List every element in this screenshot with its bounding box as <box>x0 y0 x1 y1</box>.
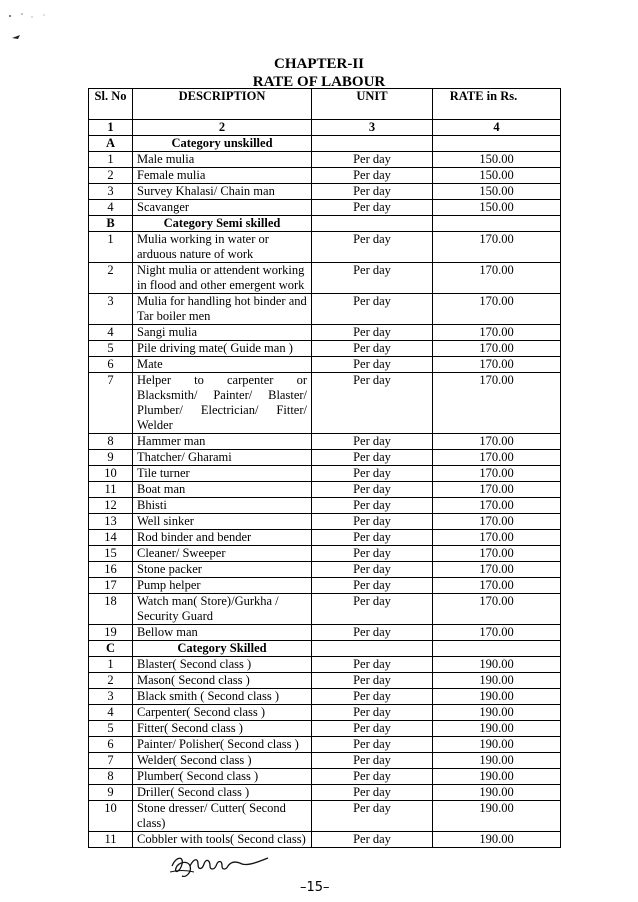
row-rate: 190.00 <box>433 801 561 832</box>
row-description: Welder( Second class ) <box>133 753 312 769</box>
table-row <box>89 294 561 325</box>
row-unit: Per day <box>312 769 433 785</box>
row-unit: Per day <box>312 546 433 562</box>
row-rate: 170.00 <box>433 450 561 466</box>
section-row <box>89 136 561 152</box>
row-description: Bhisti <box>133 498 312 514</box>
table-row <box>89 498 561 514</box>
row-sl-number: 4 <box>89 325 133 341</box>
chapter-title: CHAPTER-II <box>273 56 364 72</box>
row-rate: 170.00 <box>433 341 561 357</box>
row-rate: 170.00 <box>433 466 561 482</box>
table-row <box>89 673 561 689</box>
table-row <box>89 769 561 785</box>
row-unit: Per day <box>312 294 433 325</box>
row-description: Helper to carpenter or Blacksmith/ Painter/ Blaster/ Plumber/ Electrician/ Fitter/ Welder <box>133 373 312 434</box>
row-description: Plumber( Second class ) <box>133 769 312 785</box>
header-description: DESCRIPTION <box>133 89 312 120</box>
row-sl-number: 7 <box>89 753 133 769</box>
row-unit: Per day <box>312 434 433 450</box>
row-sl-number: 7 <box>89 373 133 434</box>
table-row <box>89 689 561 705</box>
section-row <box>89 641 561 657</box>
row-unit: Per day <box>312 562 433 578</box>
header-unit: UNIT <box>312 89 433 120</box>
row-sl-number: 15 <box>89 546 133 562</box>
row-description: Bellow man <box>133 625 312 641</box>
row-sl-number: 18 <box>89 594 133 625</box>
row-unit: Per day <box>312 152 433 168</box>
row-description: Black smith ( Second class ) <box>133 689 312 705</box>
row-description: Hammer man <box>133 434 312 450</box>
section-code: B <box>89 216 133 232</box>
row-rate: 170.00 <box>433 514 561 530</box>
row-rate: 150.00 <box>433 168 561 184</box>
scan-specks <box>0 0 80 50</box>
row-description: Fitter( Second class ) <box>133 721 312 737</box>
row-unit: Per day <box>312 232 433 263</box>
row-unit: Per day <box>312 753 433 769</box>
row-rate: 190.00 <box>433 673 561 689</box>
empty-cell <box>433 136 561 152</box>
row-unit: Per day <box>312 498 433 514</box>
row-description: Sangi mulia <box>133 325 312 341</box>
row-unit: Per day <box>312 200 433 216</box>
row-rate: 190.00 <box>433 737 561 753</box>
table-row <box>89 546 561 562</box>
row-description: Painter/ Polisher( Second class ) <box>133 737 312 753</box>
row-rate: 190.00 <box>433 689 561 705</box>
row-description: Mulia for handling hot binder and Tar boiler men <box>133 294 312 325</box>
column-number: 3 <box>312 120 433 136</box>
row-sl-number: 4 <box>89 705 133 721</box>
row-sl-number: 6 <box>89 737 133 753</box>
table-row <box>89 562 561 578</box>
table-row <box>89 466 561 482</box>
row-rate: 170.00 <box>433 625 561 641</box>
row-rate: 150.00 <box>433 184 561 200</box>
row-unit: Per day <box>312 673 433 689</box>
table-header-row <box>89 89 561 120</box>
section-name: Category unskilled <box>133 136 312 152</box>
row-rate: 190.00 <box>433 785 561 801</box>
row-sl-number: 10 <box>89 466 133 482</box>
empty-cell <box>433 641 561 657</box>
table-row <box>89 357 561 373</box>
row-description: Driller( Second class ) <box>133 785 312 801</box>
rate-table-body <box>89 136 561 848</box>
row-unit: Per day <box>312 578 433 594</box>
header-rate: RATE in Rs. <box>433 89 561 120</box>
row-description: Scavanger <box>133 200 312 216</box>
row-unit: Per day <box>312 184 433 200</box>
row-rate: 170.00 <box>433 434 561 450</box>
row-rate: 170.00 <box>433 594 561 625</box>
table-row <box>89 434 561 450</box>
row-sl-number: 17 <box>89 578 133 594</box>
row-description: Male mulia <box>133 152 312 168</box>
row-sl-number: 11 <box>89 482 133 498</box>
row-rate: 170.00 <box>433 530 561 546</box>
row-rate: 170.00 <box>433 546 561 562</box>
row-description: Night mulia or attendent working in flood and other emergent work <box>133 263 312 294</box>
row-rate: 170.00 <box>433 562 561 578</box>
table-row <box>89 801 561 832</box>
table-row <box>89 657 561 673</box>
table-row <box>89 263 561 294</box>
row-description: Pile driving mate( Guide man ) <box>133 341 312 357</box>
row-unit: Per day <box>312 657 433 673</box>
row-unit: Per day <box>312 482 433 498</box>
row-description: Mason( Second class ) <box>133 673 312 689</box>
row-unit: Per day <box>312 466 433 482</box>
row-sl-number: 4 <box>89 200 133 216</box>
row-unit: Per day <box>312 705 433 721</box>
row-sl-number: 9 <box>89 450 133 466</box>
row-rate: 150.00 <box>433 152 561 168</box>
table-row <box>89 184 561 200</box>
section-name: Category Skilled <box>133 641 312 657</box>
row-description: Cobbler with tools( Second class) <box>133 832 312 848</box>
row-description: Survey Khalasi/ Chain man <box>133 184 312 200</box>
row-description: Well sinker <box>133 514 312 530</box>
table-row <box>89 753 561 769</box>
row-sl-number: 14 <box>89 530 133 546</box>
row-description: Blaster( Second class ) <box>133 657 312 673</box>
column-number: 4 <box>433 120 561 136</box>
empty-cell <box>433 216 561 232</box>
rate-table <box>88 88 561 848</box>
page-number: –15– <box>300 880 330 895</box>
row-rate: 170.00 <box>433 325 561 341</box>
section-code: A <box>89 136 133 152</box>
row-description: Stone packer <box>133 562 312 578</box>
table-row <box>89 832 561 848</box>
section-name: Category Semi skilled <box>133 216 312 232</box>
row-unit: Per day <box>312 625 433 641</box>
table-row <box>89 232 561 263</box>
row-description: Thatcher/ Gharami <box>133 450 312 466</box>
row-unit: Per day <box>312 373 433 434</box>
row-unit: Per day <box>312 785 433 801</box>
row-unit: Per day <box>312 325 433 341</box>
row-unit: Per day <box>312 801 433 832</box>
empty-cell <box>312 216 433 232</box>
row-sl-number: 8 <box>89 769 133 785</box>
row-sl-number: 1 <box>89 152 133 168</box>
row-description: Boat man <box>133 482 312 498</box>
row-sl-number: 5 <box>89 721 133 737</box>
row-description: Female mulia <box>133 168 312 184</box>
row-description: Mulia working in water or arduous nature of work <box>133 232 312 263</box>
row-sl-number: 1 <box>89 657 133 673</box>
row-unit: Per day <box>312 737 433 753</box>
header-sl: Sl. No <box>89 89 133 120</box>
row-rate: 190.00 <box>433 769 561 785</box>
row-rate: 150.00 <box>433 200 561 216</box>
row-rate: 190.00 <box>433 721 561 737</box>
row-unit: Per day <box>312 832 433 848</box>
row-description: Watch man( Store)/Gurkha / Security Guard <box>133 594 312 625</box>
row-rate: 190.00 <box>433 657 561 673</box>
row-rate: 170.00 <box>433 357 561 373</box>
row-sl-number: 10 <box>89 801 133 832</box>
row-description: Tile turner <box>133 466 312 482</box>
table-row <box>89 450 561 466</box>
row-description: Mate <box>133 357 312 373</box>
table-row <box>89 341 561 357</box>
table-row <box>89 625 561 641</box>
row-unit: Per day <box>312 721 433 737</box>
row-sl-number: 8 <box>89 434 133 450</box>
table-row <box>89 482 561 498</box>
table-row <box>89 594 561 625</box>
row-sl-number: 11 <box>89 832 133 848</box>
table-row <box>89 168 561 184</box>
empty-cell <box>312 136 433 152</box>
row-unit: Per day <box>312 450 433 466</box>
table-row <box>89 325 561 341</box>
row-sl-number: 19 <box>89 625 133 641</box>
row-unit: Per day <box>312 341 433 357</box>
row-description: Pump helper <box>133 578 312 594</box>
section-code: C <box>89 641 133 657</box>
section-row <box>89 216 561 232</box>
table-row <box>89 705 561 721</box>
row-description: Rod binder and bender <box>133 530 312 546</box>
handwritten-signature <box>168 848 278 882</box>
table-row <box>89 737 561 753</box>
row-sl-number: 6 <box>89 357 133 373</box>
empty-cell <box>312 641 433 657</box>
row-rate: 190.00 <box>433 832 561 848</box>
column-number: 1 <box>89 120 133 136</box>
row-unit: Per day <box>312 594 433 625</box>
row-sl-number: 2 <box>89 263 133 294</box>
row-rate: 170.00 <box>433 578 561 594</box>
table-row <box>89 578 561 594</box>
table-row <box>89 152 561 168</box>
row-rate: 170.00 <box>433 294 561 325</box>
row-unit: Per day <box>312 263 433 294</box>
row-rate: 170.00 <box>433 232 561 263</box>
table-row <box>89 514 561 530</box>
row-sl-number: 2 <box>89 673 133 689</box>
row-rate: 170.00 <box>433 498 561 514</box>
row-sl-number: 3 <box>89 294 133 325</box>
page-subtitle: RATE OF LABOUR <box>252 74 386 90</box>
table-row <box>89 785 561 801</box>
table-row <box>89 530 561 546</box>
row-sl-number: 12 <box>89 498 133 514</box>
row-sl-number: 2 <box>89 168 133 184</box>
column-number: 2 <box>133 120 312 136</box>
row-sl-number: 16 <box>89 562 133 578</box>
row-sl-number: 13 <box>89 514 133 530</box>
row-rate: 190.00 <box>433 705 561 721</box>
table-row <box>89 373 561 434</box>
row-sl-number: 5 <box>89 341 133 357</box>
column-number-row <box>89 120 561 136</box>
row-rate: 170.00 <box>433 482 561 498</box>
row-sl-number: 3 <box>89 184 133 200</box>
row-unit: Per day <box>312 168 433 184</box>
row-rate: 170.00 <box>433 373 561 434</box>
row-description: Carpenter( Second class ) <box>133 705 312 721</box>
row-sl-number: 9 <box>89 785 133 801</box>
table-row <box>89 721 561 737</box>
table-row <box>89 200 561 216</box>
row-unit: Per day <box>312 689 433 705</box>
row-rate: 170.00 <box>433 263 561 294</box>
row-rate: 190.00 <box>433 753 561 769</box>
row-description: Stone dresser/ Cutter( Second class) <box>133 801 312 832</box>
row-sl-number: 3 <box>89 689 133 705</box>
row-unit: Per day <box>312 514 433 530</box>
row-sl-number: 1 <box>89 232 133 263</box>
row-unit: Per day <box>312 357 433 373</box>
row-description: Cleaner/ Sweeper <box>133 546 312 562</box>
row-unit: Per day <box>312 530 433 546</box>
